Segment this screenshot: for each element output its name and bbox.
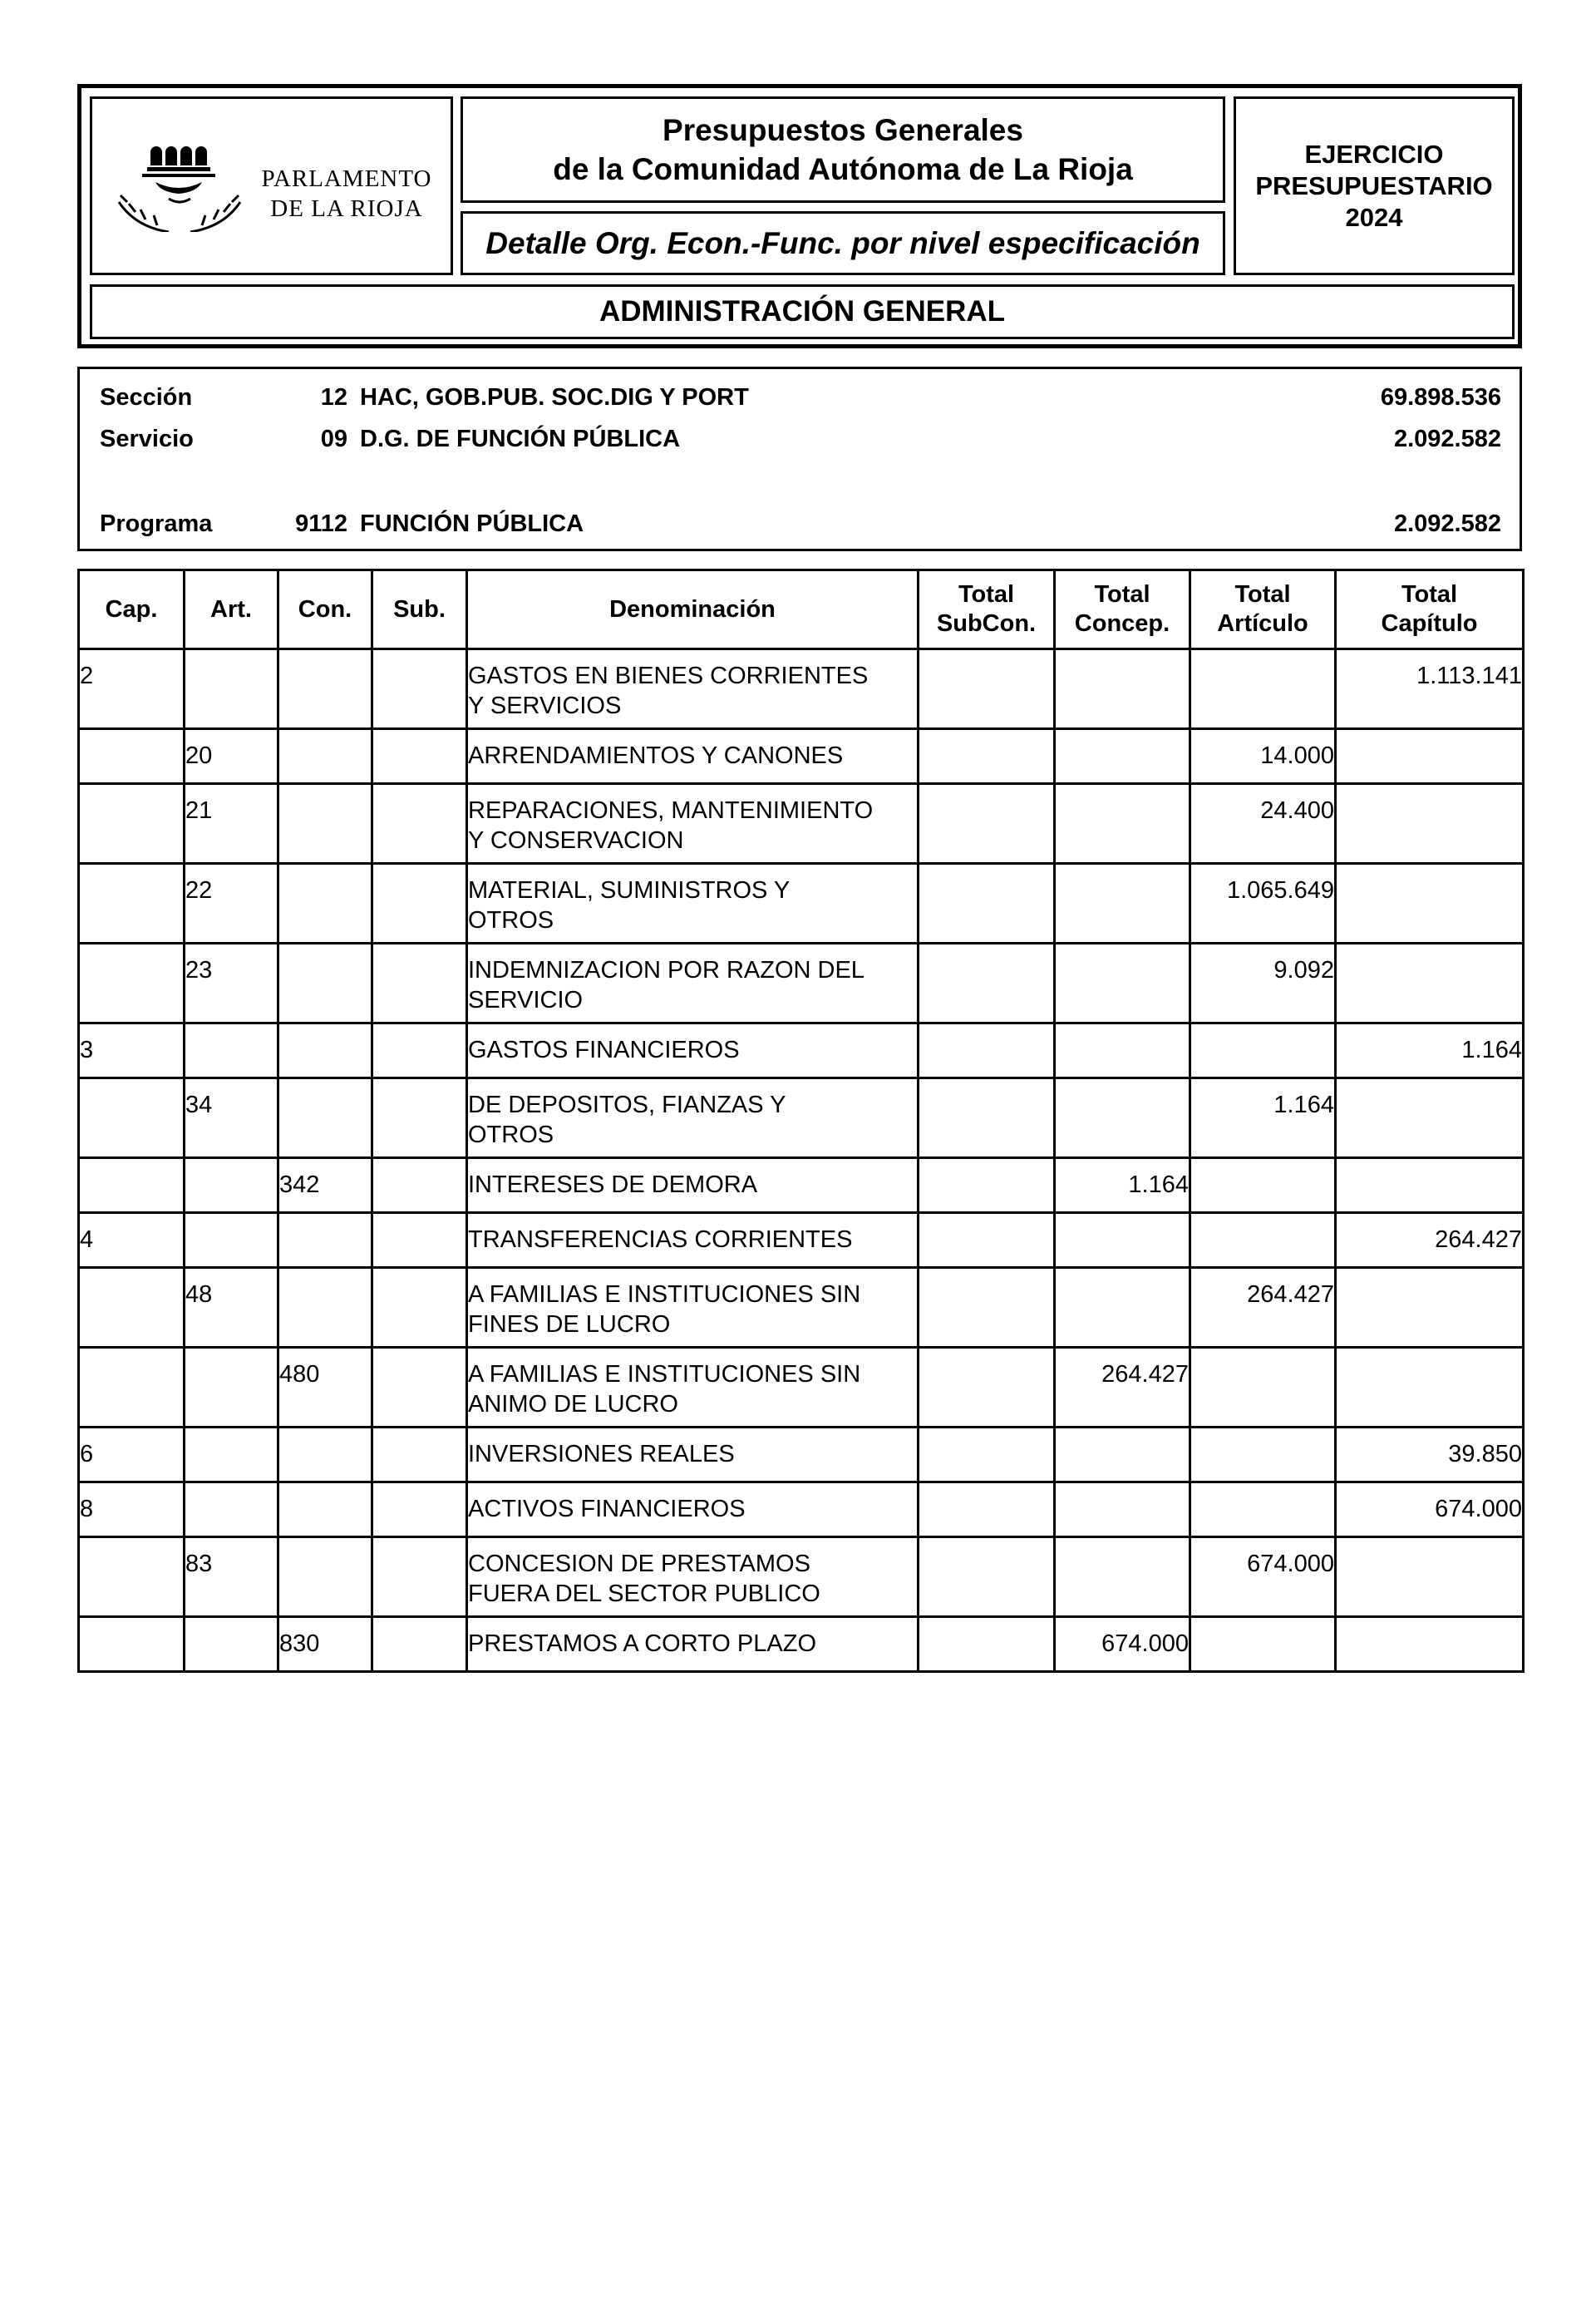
servicio-amount: 2.092.582: [1393, 426, 1501, 452]
header-cap: Cap.: [79, 570, 185, 649]
denominacion-line: FUERA DEL SECTOR PUBLICO: [468, 1581, 820, 1607]
con-cell: 342: [278, 1158, 372, 1213]
denominacion-cell: [467, 1158, 919, 1213]
header-con: Con.: [278, 570, 372, 649]
table-row: [79, 1268, 1524, 1348]
table-row: [79, 1537, 1524, 1617]
table-row: [79, 1158, 1524, 1213]
total-articulo-cell: [1190, 1348, 1336, 1428]
servicio-name: D.G. DE FUNCIÓN PÚBLICA: [360, 426, 681, 452]
total-capitulo-cell: [1336, 864, 1524, 944]
denominacion-cell: [467, 1348, 919, 1428]
title-line1: Presupuestos Generales: [663, 113, 1023, 147]
logo-box: [90, 96, 453, 275]
table-row: [79, 1023, 1524, 1078]
con-cell: [278, 1428, 372, 1482]
denominacion-cell: [467, 1482, 919, 1537]
denominacion-line: PRESTAMOS A CORTO PLAZO: [468, 1630, 816, 1657]
seccion-label: Sección: [100, 384, 193, 411]
total-subcon-cell: [919, 729, 1055, 784]
total-capitulo-cell: [1336, 1348, 1524, 1428]
denominacion-cell: [467, 1078, 919, 1158]
denominacion-cell: [467, 1617, 919, 1672]
table-row: [79, 944, 1524, 1023]
con-cell: [278, 1023, 372, 1078]
con-cell: [278, 784, 372, 864]
table-row: [79, 649, 1524, 729]
total-subcon-cell: [919, 1078, 1055, 1158]
programa-name: FUNCIÓN PÚBLICA: [360, 510, 584, 537]
cap-cell: 3: [79, 1023, 185, 1078]
header-art: Art.: [185, 570, 278, 649]
total-articulo-cell: 14.000: [1190, 729, 1336, 784]
total-articulo-cell: [1190, 1213, 1336, 1268]
total-articulo-cell: [1190, 1428, 1336, 1482]
document-header: [77, 84, 1522, 348]
table-row: [79, 1078, 1524, 1158]
sub-cell: [372, 1428, 467, 1482]
header-total-subcon: [919, 570, 1055, 649]
cap-cell: 8: [79, 1482, 185, 1537]
total-concep-cell: [1055, 784, 1190, 864]
con-cell: [278, 1213, 372, 1268]
art-cell: [185, 1428, 278, 1482]
denominacion-line: DE DEPOSITOS, FIANZAS Y: [468, 1092, 786, 1118]
art-cell: 20: [185, 729, 278, 784]
header-sub: Sub.: [372, 570, 467, 649]
seccion-row: [80, 384, 1520, 414]
total-concep-cell: 264.427: [1055, 1348, 1190, 1428]
total-capitulo-cell: 1.113.141: [1336, 649, 1524, 729]
report-subtitle: Detalle Org. Econ.-Func. por nivel especificación: [461, 211, 1225, 275]
total-subcon-cell: [919, 1158, 1055, 1213]
seccion-code: 12: [320, 384, 347, 411]
total-articulo-cell: [1190, 1482, 1336, 1537]
total-subcon-cell: [919, 864, 1055, 944]
table-row: [79, 729, 1524, 784]
con-cell: 830: [278, 1617, 372, 1672]
cap-cell: [79, 729, 185, 784]
cap-cell: [79, 1537, 185, 1617]
total-subcon-cell: [919, 1213, 1055, 1268]
total-capitulo-cell: 39.850: [1336, 1428, 1524, 1482]
total-capitulo-cell: [1336, 729, 1524, 784]
denominacion-cell: [467, 944, 919, 1023]
table-row: [79, 1213, 1524, 1268]
parliament-logo-icon: [111, 141, 252, 232]
art-cell: 34: [185, 1078, 278, 1158]
programa-label: Programa: [100, 510, 213, 537]
denominacion-line: REPARACIONES, MANTENIMIENTO: [468, 797, 874, 824]
total-subcon-cell: [919, 1023, 1055, 1078]
total-concep-cell: [1055, 1482, 1190, 1537]
program-info: [77, 367, 1522, 551]
table-row: [79, 784, 1524, 864]
servicio-row: [80, 426, 1520, 456]
art-cell: [185, 649, 278, 729]
art-cell: [185, 1158, 278, 1213]
total-subcon-cell: [919, 784, 1055, 864]
total-concep-cell: [1055, 649, 1190, 729]
total-capitulo-cell: [1336, 1268, 1524, 1348]
denominacion-line: Y SERVICIOS: [468, 693, 622, 719]
cap-cell: [79, 1617, 185, 1672]
sub-cell: [372, 1617, 467, 1672]
budget-table: [77, 569, 1525, 1673]
denominacion-line: GASTOS FINANCIEROS: [468, 1037, 740, 1063]
denominacion-line: A FAMILIAS E INSTITUCIONES SIN: [468, 1281, 861, 1308]
sub-cell: [372, 1158, 467, 1213]
total-concep-cell: [1055, 944, 1190, 1023]
total-concep-cell: [1055, 1537, 1190, 1617]
header-line: Total: [1234, 581, 1291, 608]
denominacion-line: Y CONSERVACION: [468, 827, 684, 854]
title-box: [461, 96, 1225, 203]
art-cell: [185, 1023, 278, 1078]
denominacion-line: SERVICIO: [468, 987, 584, 1013]
total-articulo-cell: [1190, 1158, 1336, 1213]
total-capitulo-cell: [1336, 1078, 1524, 1158]
cap-cell: [79, 1348, 185, 1428]
header-line: Total: [1401, 581, 1458, 608]
total-capitulo-cell: [1336, 1537, 1524, 1617]
denominacion-cell: [467, 864, 919, 944]
cap-cell: [79, 944, 185, 1023]
table-row: [79, 1428, 1524, 1482]
denominacion-line: A FAMILIAS E INSTITUCIONES SIN: [468, 1361, 861, 1388]
total-articulo-cell: 1.164: [1190, 1078, 1336, 1158]
total-articulo-cell: 9.092: [1190, 944, 1336, 1023]
total-subcon-cell: [919, 1268, 1055, 1348]
total-capitulo-cell: 264.427: [1336, 1213, 1524, 1268]
seccion-name: HAC, GOB.PUB. SOC.DIG Y PORT: [360, 384, 749, 411]
total-subcon-cell: [919, 1482, 1055, 1537]
art-cell: 23: [185, 944, 278, 1023]
sub-cell: [372, 729, 467, 784]
total-subcon-cell: [919, 649, 1055, 729]
header-line: Artículo: [1217, 610, 1308, 637]
total-articulo-cell: 674.000: [1190, 1537, 1336, 1617]
header-total-concep: [1055, 570, 1190, 649]
denominacion-line: INDEMNIZACION POR RAZON DEL: [468, 957, 864, 984]
cap-cell: 6: [79, 1428, 185, 1482]
total-capitulo-cell: 674.000: [1336, 1482, 1524, 1537]
sub-cell: [372, 944, 467, 1023]
denominacion-line: CONCESION DE PRESTAMOS: [468, 1551, 810, 1577]
ejercicio-year: 2024: [1345, 202, 1403, 232]
cap-cell: [79, 1158, 185, 1213]
total-articulo-cell: 264.427: [1190, 1268, 1336, 1348]
total-articulo-cell: 1.065.649: [1190, 864, 1336, 944]
table-row: [79, 1617, 1524, 1672]
total-subcon-cell: [919, 1428, 1055, 1482]
art-cell: [185, 1213, 278, 1268]
header-line: Total: [1094, 581, 1150, 608]
sub-cell: [372, 1268, 467, 1348]
total-concep-cell: [1055, 1023, 1190, 1078]
total-articulo-cell: [1190, 1023, 1336, 1078]
sub-cell: [372, 1482, 467, 1537]
section-title: ADMINISTRACIÓN GENERAL: [90, 284, 1515, 339]
denominacion-line: MATERIAL, SUMINISTROS Y: [468, 877, 791, 904]
fiscal-year-box: [1234, 96, 1515, 275]
servicio-code: 09: [320, 426, 347, 452]
total-articulo-cell: [1190, 649, 1336, 729]
total-subcon-cell: [919, 1617, 1055, 1672]
denominacion-cell: [467, 1537, 919, 1617]
table-header-row: [79, 570, 1524, 649]
denominacion-cell: [467, 784, 919, 864]
total-concep-cell: [1055, 1078, 1190, 1158]
art-cell: [185, 1617, 278, 1672]
logo-line1: PARLAMENTO: [261, 165, 432, 192]
header-line: Total: [958, 581, 1015, 608]
ejercicio-line1: EJERCICIO: [1304, 139, 1444, 169]
art-cell: [185, 1348, 278, 1428]
sub-cell: [372, 649, 467, 729]
total-subcon-cell: [919, 944, 1055, 1023]
total-subcon-cell: [919, 1348, 1055, 1428]
total-articulo-cell: [1190, 1617, 1336, 1672]
total-articulo-cell: 24.400: [1190, 784, 1336, 864]
denominacion-cell: [467, 1023, 919, 1078]
cap-cell: [79, 784, 185, 864]
denominacion-line: ARRENDAMIENTOS Y CANONES: [468, 742, 844, 769]
total-concep-cell: 674.000: [1055, 1617, 1190, 1672]
denominacion-line: ANIMO DE LUCRO: [468, 1391, 678, 1418]
header-line: Capítulo: [1381, 610, 1478, 637]
con-cell: [278, 1268, 372, 1348]
con-cell: [278, 864, 372, 944]
denominacion-line: OTROS: [468, 1122, 554, 1148]
total-subcon-cell: [919, 1537, 1055, 1617]
denominacion-cell: [467, 1428, 919, 1482]
total-capitulo-cell: 1.164: [1336, 1023, 1524, 1078]
total-concep-cell: [1055, 729, 1190, 784]
header-line: SubCon.: [936, 610, 1037, 637]
con-cell: [278, 729, 372, 784]
denominacion-line: ACTIVOS FINANCIEROS: [468, 1496, 746, 1522]
total-capitulo-cell: [1336, 784, 1524, 864]
sub-cell: [372, 1537, 467, 1617]
title-line2: de la Comunidad Autónoma de La Rioja: [553, 152, 1133, 186]
logo-text: [255, 164, 438, 224]
cap-cell: 2: [79, 649, 185, 729]
denominacion-line: INTERESES DE DEMORA: [468, 1171, 758, 1198]
con-cell: [278, 944, 372, 1023]
cap-cell: [79, 1268, 185, 1348]
art-cell: 83: [185, 1537, 278, 1617]
cap-cell: 4: [79, 1213, 185, 1268]
con-cell: 480: [278, 1348, 372, 1428]
denominacion-cell: [467, 1268, 919, 1348]
table-row: [79, 864, 1524, 944]
total-concep-cell: [1055, 1268, 1190, 1348]
total-capitulo-cell: [1336, 1158, 1524, 1213]
denominacion-line: FINES DE LUCRO: [468, 1311, 671, 1338]
table-row: [79, 1482, 1524, 1537]
cap-cell: [79, 864, 185, 944]
servicio-label: Servicio: [100, 426, 194, 452]
cap-cell: [79, 1078, 185, 1158]
header-denominacion: Denominación: [467, 570, 919, 649]
header-line: Concep.: [1074, 610, 1170, 637]
seccion-amount: 69.898.536: [1380, 384, 1501, 411]
art-cell: 22: [185, 864, 278, 944]
header-total-articulo: [1190, 570, 1336, 649]
header-total-capitulo: [1336, 570, 1524, 649]
ejercicio-line2: PRESUPUESTARIO: [1255, 170, 1493, 200]
table-row: [79, 1348, 1524, 1428]
con-cell: [278, 1482, 372, 1537]
art-cell: 48: [185, 1268, 278, 1348]
sub-cell: [372, 784, 467, 864]
denominacion-line: TRANSFERENCIAS CORRIENTES: [468, 1226, 853, 1253]
con-cell: [278, 649, 372, 729]
sub-cell: [372, 1078, 467, 1158]
budget-table-body: [79, 649, 1524, 1672]
total-capitulo-cell: [1336, 1617, 1524, 1672]
total-concep-cell: [1055, 1428, 1190, 1482]
programa-code: 9112: [295, 510, 347, 537]
denominacion-cell: [467, 729, 919, 784]
sub-cell: [372, 864, 467, 944]
sub-cell: [372, 1348, 467, 1428]
denominacion-line: OTROS: [468, 907, 554, 934]
con-cell: [278, 1078, 372, 1158]
total-concep-cell: [1055, 864, 1190, 944]
programa-row: [80, 510, 1520, 540]
total-concep-cell: 1.164: [1055, 1158, 1190, 1213]
sub-cell: [372, 1213, 467, 1268]
denominacion-line: INVERSIONES REALES: [468, 1441, 735, 1467]
con-cell: [278, 1537, 372, 1617]
total-concep-cell: [1055, 1213, 1190, 1268]
denominacion-cell: [467, 649, 919, 729]
denominacion-line: GASTOS EN BIENES CORRIENTES: [468, 663, 869, 689]
art-cell: [185, 1482, 278, 1537]
denominacion-cell: [467, 1213, 919, 1268]
art-cell: 21: [185, 784, 278, 864]
sub-cell: [372, 1023, 467, 1078]
logo-line2: DE LA RIOJA: [270, 195, 423, 222]
programa-amount: 2.092.582: [1393, 510, 1501, 537]
total-capitulo-cell: [1336, 944, 1524, 1023]
